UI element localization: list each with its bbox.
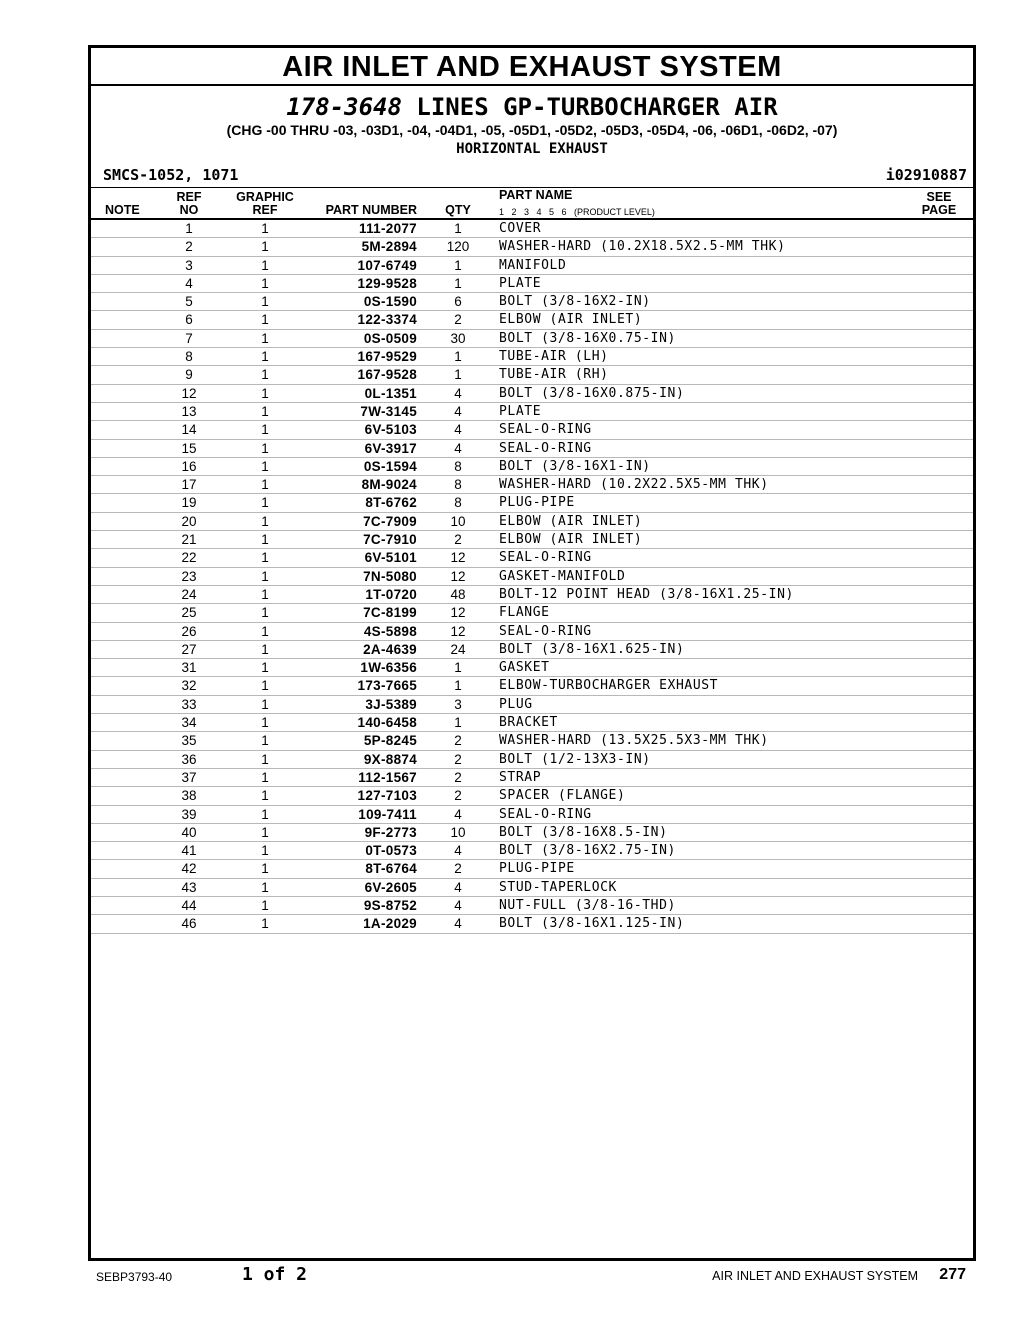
part-name-cell: BOLT-12 POINT HEAD (3/8-16X1.25-IN) xyxy=(499,586,794,602)
graphic-ref-cell: 1 xyxy=(261,605,269,621)
group-part-number: 178-3648 xyxy=(286,93,402,121)
col-ref-top: REF xyxy=(176,190,202,204)
ref-no-cell: 41 xyxy=(181,843,197,859)
col-see-top: SEE xyxy=(926,190,952,204)
table-row xyxy=(91,568,973,586)
qty-cell: 8 xyxy=(454,458,462,474)
ref-no-cell: 33 xyxy=(181,696,197,712)
part-number-cell: 7C-8199 xyxy=(363,605,417,621)
ref-no-cell: 24 xyxy=(181,586,197,602)
title-bar xyxy=(91,48,973,86)
variant-label: HORIZONTAL EXHAUST xyxy=(456,141,608,157)
table-row xyxy=(91,293,973,311)
graphic-ref-cell: 1 xyxy=(261,623,269,639)
graphic-ref-cell: 1 xyxy=(261,641,269,657)
qty-cell: 24 xyxy=(450,641,466,657)
ref-no-cell: 7 xyxy=(185,330,193,346)
table-row xyxy=(91,714,973,732)
part-name-cell: BOLT (3/8-16X1-IN) xyxy=(499,458,651,474)
ref-no-cell: 31 xyxy=(181,660,197,676)
graphic-ref-cell: 1 xyxy=(261,422,269,438)
graphic-ref-cell: 1 xyxy=(261,513,269,529)
qty-cell: 4 xyxy=(454,879,462,895)
qty-cell: 1 xyxy=(454,221,462,236)
ref-no-cell: 43 xyxy=(181,879,197,895)
part-number-cell: 167-9529 xyxy=(357,349,417,365)
col-graphic-top: GRAPHIC xyxy=(236,190,294,204)
table-row xyxy=(91,549,973,567)
ref-no-cell: 21 xyxy=(181,532,197,548)
page-footer xyxy=(0,1262,1020,1290)
ref-no-cell: 1 xyxy=(185,221,193,236)
ref-no-cell: 26 xyxy=(181,623,197,639)
ref-no-cell: 39 xyxy=(181,806,197,822)
part-number-cell: 1A-2029 xyxy=(363,916,417,932)
qty-cell: 2 xyxy=(454,733,462,749)
col-ref-bottom: NO xyxy=(179,203,199,217)
part-number-cell: 6V-5103 xyxy=(364,422,417,438)
part-number-cell: 1W-6356 xyxy=(360,660,417,676)
qty-cell: 12 xyxy=(450,623,466,639)
footer-section: AIR INLET AND EXHAUST SYSTEM xyxy=(712,1269,918,1283)
col-part-name: PART NAME xyxy=(499,188,573,202)
graphic-ref-cell: 1 xyxy=(261,715,269,731)
qty-cell: 48 xyxy=(450,586,466,602)
part-name-cell: WASHER-HARD (13.5X25.5X3-MM THK) xyxy=(499,733,769,749)
graphic-ref-cell: 1 xyxy=(261,751,269,767)
graphic-ref-cell: 1 xyxy=(261,221,269,236)
ref-no-cell: 14 xyxy=(181,422,197,438)
ref-no-cell: 12 xyxy=(181,385,197,401)
table-row xyxy=(91,732,973,750)
ref-no-cell: 23 xyxy=(181,568,197,584)
ref-no-cell: 40 xyxy=(181,824,197,840)
illustration-id: i02910887 xyxy=(885,166,967,184)
part-number-cell: 112-1567 xyxy=(358,769,417,785)
ref-no-cell: 37 xyxy=(181,769,197,785)
part-name-cell: ELBOW-TURBOCHARGER EXHAUST xyxy=(499,678,719,694)
part-name-cell: PLATE xyxy=(499,403,542,419)
qty-cell: 3 xyxy=(454,696,462,712)
graphic-ref-cell: 1 xyxy=(261,678,269,694)
table-row xyxy=(91,787,973,805)
part-name-cell: SPACER (FLANGE) xyxy=(499,788,626,804)
graphic-ref-cell: 1 xyxy=(261,385,269,401)
part-number-cell: 9S-8752 xyxy=(363,897,417,913)
part-number-cell: 6V-5101 xyxy=(364,550,417,566)
table-row xyxy=(91,238,973,256)
part-name-cell: ELBOW (AIR INLET) xyxy=(499,532,643,548)
qty-cell: 4 xyxy=(454,806,462,822)
ref-no-cell: 8 xyxy=(185,349,193,365)
part-name-cell: ELBOW (AIR INLET) xyxy=(499,312,643,328)
group-title xyxy=(91,94,973,120)
part-number-cell: 7N-5080 xyxy=(363,568,417,584)
group-name: LINES GP-TURBOCHARGER AIR xyxy=(416,93,778,121)
table-row xyxy=(91,494,973,512)
part-name-cell: PLUG xyxy=(499,696,533,712)
ref-no-cell: 2 xyxy=(185,239,193,255)
part-name-cell: BOLT (3/8-16X0.875-IN) xyxy=(499,385,685,401)
table-row xyxy=(91,769,973,787)
col-note: NOTE xyxy=(105,203,140,217)
graphic-ref-cell: 1 xyxy=(261,879,269,895)
table-row xyxy=(91,641,973,659)
part-number-cell: 6V-3917 xyxy=(364,440,417,456)
graphic-ref-cell: 1 xyxy=(261,861,269,877)
col-see-bottom: PAGE xyxy=(921,203,957,217)
part-name-cell: PLATE xyxy=(499,275,542,291)
part-number-cell: 3J-5389 xyxy=(365,696,417,712)
ref-no-cell: 42 xyxy=(181,861,197,877)
table-row xyxy=(91,531,973,549)
graphic-ref-cell: 1 xyxy=(261,788,269,804)
footer-page-number: 277 xyxy=(939,1266,966,1283)
qty-cell: 1 xyxy=(454,660,462,676)
table-row xyxy=(91,385,973,403)
part-number-cell: 9X-8874 xyxy=(363,751,417,767)
table-row xyxy=(91,275,973,293)
part-name-cell: BOLT (3/8-16X1.125-IN) xyxy=(499,916,685,932)
qty-cell: 4 xyxy=(454,897,462,913)
qty-cell: 4 xyxy=(454,916,462,932)
part-number-cell: 0S-1594 xyxy=(363,458,417,474)
table-row xyxy=(91,476,973,494)
ref-no-cell: 38 xyxy=(181,788,197,804)
parts-table-body xyxy=(91,220,973,934)
part-name-cell: SEAL-O-RING xyxy=(499,806,592,822)
graphic-ref-cell: 1 xyxy=(261,275,269,291)
part-number-cell: 173-7665 xyxy=(357,678,417,694)
part-number-cell: 167-9528 xyxy=(357,367,417,383)
table-row xyxy=(91,751,973,769)
table-row xyxy=(91,311,973,329)
qty-cell: 4 xyxy=(454,422,462,438)
part-number-cell: 0S-0509 xyxy=(363,330,417,346)
table-row xyxy=(91,257,973,275)
qty-cell: 4 xyxy=(454,440,462,456)
part-name-cell: FLANGE xyxy=(499,605,550,621)
graphic-ref-cell: 1 xyxy=(261,440,269,456)
qty-cell: 1 xyxy=(454,349,462,365)
part-name-cell: SEAL-O-RING xyxy=(499,440,592,456)
ref-no-cell: 5 xyxy=(185,294,193,310)
ref-no-cell: 25 xyxy=(181,605,197,621)
table-row xyxy=(91,897,973,915)
table-row xyxy=(91,458,973,476)
table-row xyxy=(91,348,973,366)
table-row xyxy=(91,824,973,842)
ref-no-cell: 46 xyxy=(181,916,197,932)
ref-no-cell: 35 xyxy=(181,733,197,749)
table-row xyxy=(91,806,973,824)
qty-cell: 4 xyxy=(454,385,462,401)
graphic-ref-cell: 1 xyxy=(261,312,269,328)
graphic-ref-cell: 1 xyxy=(261,330,269,346)
graphic-ref-cell: 1 xyxy=(261,660,269,676)
ref-no-cell: 36 xyxy=(181,751,197,767)
graphic-ref-cell: 1 xyxy=(261,806,269,822)
part-name-cell: COVER xyxy=(499,221,542,236)
part-number-cell: 0L-1351 xyxy=(364,385,417,401)
ref-no-cell: 27 xyxy=(181,641,197,657)
graphic-ref-cell: 1 xyxy=(261,495,269,511)
qty-cell: 8 xyxy=(454,495,462,511)
ref-no-cell: 19 xyxy=(181,495,197,511)
ref-no-cell: 6 xyxy=(185,312,193,328)
graphic-ref-cell: 1 xyxy=(261,294,269,310)
table-row xyxy=(91,915,973,933)
graphic-ref-cell: 1 xyxy=(261,349,269,365)
graphic-ref-cell: 1 xyxy=(261,897,269,913)
footer-page-of: 1 of 2 xyxy=(242,1264,308,1285)
group-header xyxy=(91,86,973,158)
part-number-cell: 0S-1590 xyxy=(363,294,417,310)
table-row xyxy=(91,604,973,622)
ref-no-cell: 15 xyxy=(181,440,197,456)
table-row xyxy=(91,879,973,897)
part-number-cell: 8T-6764 xyxy=(365,861,417,877)
parts-page-frame xyxy=(88,45,976,1261)
footer-doc-id: SEBP3793-40 xyxy=(96,1270,173,1284)
part-name-cell: NUT-FULL (3/8-16-THD) xyxy=(499,897,676,913)
graphic-ref-cell: 1 xyxy=(261,367,269,383)
qty-cell: 1 xyxy=(454,257,462,273)
part-name-cell: WASHER-HARD (10.2X18.5X2.5-MM THK) xyxy=(499,239,786,255)
part-name-cell: GASKET xyxy=(499,660,550,676)
qty-cell: 10 xyxy=(450,513,466,529)
ref-no-cell: 4 xyxy=(185,275,193,291)
ref-no-cell: 44 xyxy=(181,897,197,913)
part-number-cell: 6V-2605 xyxy=(364,879,417,895)
part-number-cell: 111-2077 xyxy=(359,221,417,236)
qty-cell: 2 xyxy=(454,532,462,548)
table-row xyxy=(91,513,973,531)
ref-no-cell: 34 xyxy=(181,715,197,731)
qty-cell: 2 xyxy=(454,751,462,767)
qty-cell: 12 xyxy=(450,550,466,566)
ref-no-cell: 16 xyxy=(181,458,197,474)
part-number-cell: 107-6749 xyxy=(357,257,417,273)
part-name-cell: BOLT (1/2-13X3-IN) xyxy=(499,751,651,767)
part-number-cell: 140-6458 xyxy=(357,715,417,731)
part-name-cell: PLUG-PIPE xyxy=(499,861,575,877)
graphic-ref-cell: 1 xyxy=(261,824,269,840)
part-name-cell: STRAP xyxy=(499,769,542,785)
part-number-cell: 7C-7910 xyxy=(363,532,417,548)
table-row xyxy=(91,421,973,439)
qty-cell: 12 xyxy=(450,568,466,584)
ref-no-cell: 13 xyxy=(181,403,197,419)
graphic-ref-cell: 1 xyxy=(261,568,269,584)
part-name-cell: SEAL-O-RING xyxy=(499,550,592,566)
part-number-cell: 109-7411 xyxy=(358,806,417,822)
qty-cell: 120 xyxy=(446,239,470,255)
part-name-cell: BOLT (3/8-16X8.5-IN) xyxy=(499,824,668,840)
ref-no-cell: 9 xyxy=(185,367,193,383)
part-name-cell: WASHER-HARD (10.2X22.5X5-MM THK) xyxy=(499,477,769,493)
part-number-cell: 7C-7909 xyxy=(363,513,417,529)
qty-cell: 2 xyxy=(454,312,462,328)
qty-cell: 2 xyxy=(454,861,462,877)
graphic-ref-cell: 1 xyxy=(261,769,269,785)
table-row xyxy=(91,623,973,641)
table-row xyxy=(91,677,973,695)
qty-cell: 1 xyxy=(454,367,462,383)
part-number-cell: 2A-4639 xyxy=(363,641,417,657)
graphic-ref-cell: 1 xyxy=(261,550,269,566)
qty-cell: 2 xyxy=(454,788,462,804)
smcs-row xyxy=(91,165,973,188)
part-name-cell: SEAL-O-RING xyxy=(499,422,592,438)
qty-cell: 6 xyxy=(454,294,462,310)
part-name-cell: ELBOW (AIR INLET) xyxy=(499,513,643,529)
table-row xyxy=(91,366,973,384)
qty-cell: 2 xyxy=(454,769,462,785)
graphic-ref-cell: 1 xyxy=(261,477,269,493)
qty-cell: 1 xyxy=(454,715,462,731)
graphic-ref-cell: 1 xyxy=(261,239,269,255)
ref-no-cell: 3 xyxy=(185,257,193,273)
ref-no-cell: 22 xyxy=(181,550,197,566)
col-part-number: PART NUMBER xyxy=(325,203,417,217)
section-title: AIR INLET AND EXHAUST SYSTEM xyxy=(282,51,782,83)
part-number-cell: 5M-2894 xyxy=(361,239,417,255)
part-name-cell: STUD-TAPERLOCK xyxy=(499,879,617,895)
graphic-ref-cell: 1 xyxy=(261,916,269,932)
graphic-ref-cell: 1 xyxy=(261,532,269,548)
part-number-cell: 7W-3145 xyxy=(360,403,417,419)
column-header xyxy=(91,188,973,220)
part-number-cell: 1T-0720 xyxy=(365,586,417,602)
part-name-cell: BRACKET xyxy=(499,715,558,731)
part-name-cell: TUBE-AIR (LH) xyxy=(499,349,609,365)
part-name-cell: GASKET-MANIFOLD xyxy=(499,568,626,584)
part-number-cell: 129-9528 xyxy=(357,275,417,291)
ref-no-cell: 17 xyxy=(181,477,197,493)
ref-no-cell: 32 xyxy=(181,678,197,694)
qty-cell: 4 xyxy=(454,403,462,419)
table-row xyxy=(91,696,973,714)
graphic-ref-cell: 1 xyxy=(261,843,269,859)
part-number-cell: 8T-6762 xyxy=(365,495,417,511)
graphic-ref-cell: 1 xyxy=(261,696,269,712)
part-number-cell: 5P-8245 xyxy=(363,733,417,749)
part-number-cell: 122-3374 xyxy=(357,312,417,328)
qty-cell: 1 xyxy=(454,678,462,694)
table-row xyxy=(91,659,973,677)
qty-cell: 12 xyxy=(450,605,466,621)
col-product-level: 1 2 3 4 5 6 (PRODUCT LEVEL) xyxy=(499,207,655,217)
graphic-ref-cell: 1 xyxy=(261,733,269,749)
part-number-cell: 4S-5898 xyxy=(363,623,417,639)
part-name-cell: MANIFOLD xyxy=(499,257,567,273)
part-name-cell: BOLT (3/8-16X2.75-IN) xyxy=(499,843,676,859)
part-number-cell: 127-7103 xyxy=(357,788,417,804)
table-row xyxy=(91,220,973,238)
table-row xyxy=(91,330,973,348)
part-number-cell: 9F-2773 xyxy=(364,824,417,840)
table-row xyxy=(91,860,973,878)
qty-cell: 10 xyxy=(450,824,466,840)
table-row xyxy=(91,586,973,604)
smcs-code: SMCS-1052, 1071 xyxy=(103,166,239,184)
table-row xyxy=(91,842,973,860)
col-qty: QTY xyxy=(445,203,471,217)
change-levels: (CHG -00 THRU -03, -03D1, -04, -04D1, -05, -05D1, -05D2, -05D3, -05D4, -06, -06D1, -06D2, -07) xyxy=(226,122,838,138)
table-row xyxy=(91,403,973,421)
qty-cell: 4 xyxy=(454,843,462,859)
graphic-ref-cell: 1 xyxy=(261,403,269,419)
table-row xyxy=(91,440,973,458)
qty-cell: 1 xyxy=(454,275,462,291)
graphic-ref-cell: 1 xyxy=(261,586,269,602)
col-graphic-bottom: REF xyxy=(252,203,278,217)
graphic-ref-cell: 1 xyxy=(261,257,269,273)
qty-cell: 8 xyxy=(454,477,462,493)
part-name-cell: BOLT (3/8-16X1.625-IN) xyxy=(499,641,685,657)
graphic-ref-cell: 1 xyxy=(261,458,269,474)
part-name-cell: BOLT (3/8-16X2-IN) xyxy=(499,294,651,310)
part-name-cell: BOLT (3/8-16X0.75-IN) xyxy=(499,330,676,346)
part-name-cell: SEAL-O-RING xyxy=(499,623,592,639)
part-number-cell: 8M-9024 xyxy=(361,477,417,493)
part-name-cell: TUBE-AIR (RH) xyxy=(499,367,609,383)
part-number-cell: 0T-0573 xyxy=(365,843,417,859)
ref-no-cell: 20 xyxy=(181,513,197,529)
qty-cell: 30 xyxy=(450,330,466,346)
part-name-cell: PLUG-PIPE xyxy=(499,495,575,511)
